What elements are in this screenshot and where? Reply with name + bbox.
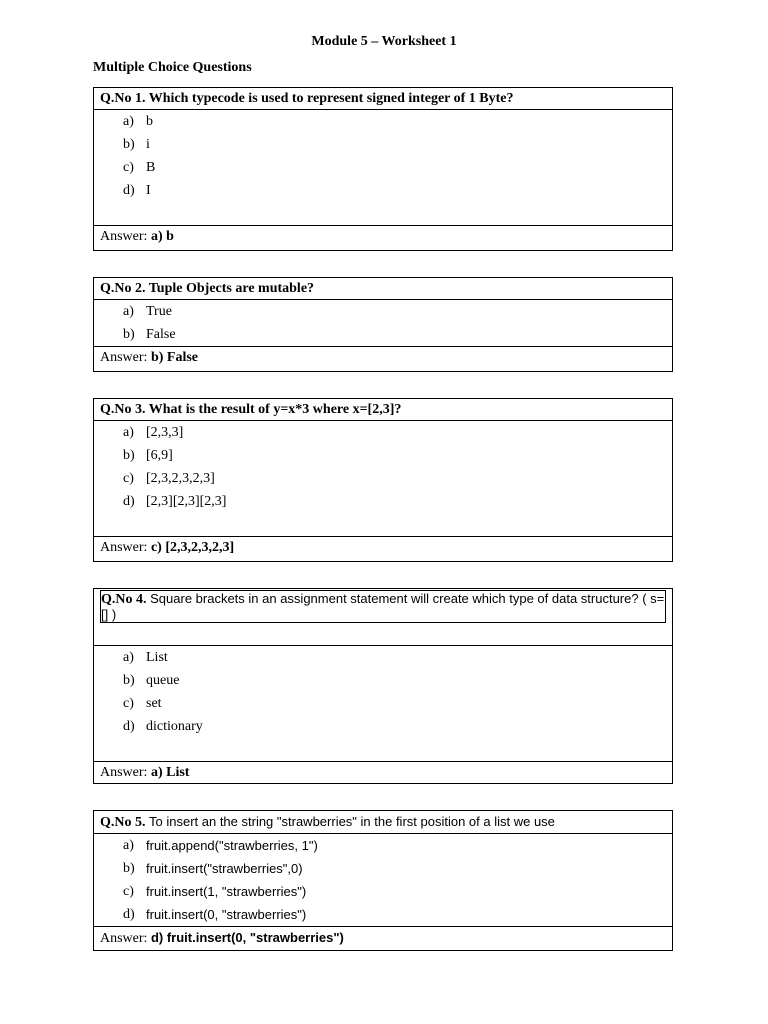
option-item: a) fruit.append("strawberries, 1") xyxy=(123,838,318,853)
option-item: d) [2,3][2,3][2,3] xyxy=(123,494,227,509)
option-item: d) fruit.insert(0, "strawberries") xyxy=(123,907,307,922)
option-item: b) False xyxy=(123,327,176,342)
option-item: a) True xyxy=(123,304,172,319)
question-4-answer xyxy=(94,761,672,784)
option-item: c) B xyxy=(123,160,156,175)
option-item: a) [2,3,3] xyxy=(123,425,184,440)
answer-label: Answer: xyxy=(100,540,148,555)
option-item: b) [6,9] xyxy=(123,448,173,463)
question-3-answer xyxy=(94,536,672,559)
question-1-box xyxy=(93,87,673,251)
question-3-box xyxy=(93,398,673,562)
question-2-number: Q.No 2. xyxy=(100,281,146,296)
option-item: a) List xyxy=(123,650,168,665)
question-1-number: Q.No 1. xyxy=(100,91,146,106)
question-3-number: Q.No 3. xyxy=(100,402,146,417)
answer-value: b) False xyxy=(150,350,198,365)
question-4-text: Square brackets in an assignment statement will create which type of data structure? ( s=[] ) xyxy=(101,591,665,622)
question-1-answer xyxy=(94,225,672,248)
question-2-header xyxy=(94,278,672,300)
option-item: a) b xyxy=(123,114,153,129)
question-4-number: Q.No 4. xyxy=(101,592,147,607)
answer-label: Answer: xyxy=(100,350,148,365)
question-1-header xyxy=(94,88,672,110)
question-3-text: What is the result of y=x*3 where x=[2,3]? xyxy=(148,402,402,417)
answer-value: a) b xyxy=(150,229,174,244)
page-title: Module 5 – Worksheet 1 xyxy=(311,34,457,49)
question-2-box xyxy=(93,277,673,372)
section-heading: Multiple Choice Questions xyxy=(93,60,252,75)
option-item: d) I xyxy=(123,183,151,198)
question-2-answer xyxy=(94,346,672,369)
option-item: d) dictionary xyxy=(123,719,203,734)
answer-value: c) [2,3,2,3,2,3] xyxy=(150,540,235,555)
question-5-number: Q.No 5. xyxy=(100,815,146,830)
option-item: c) fruit.insert(1, "strawberries") xyxy=(123,884,307,899)
question-1-text: Which typecode is used to represent signed integer of 1 Byte? xyxy=(148,91,514,106)
option-item: c) set xyxy=(123,696,162,711)
question-4-text-box xyxy=(100,590,666,623)
question-5-header xyxy=(94,811,672,834)
answer-value: d) fruit.insert(0, "strawberries") xyxy=(150,930,344,945)
answer-value: a) List xyxy=(150,765,190,780)
option-item: c) [2,3,2,3,2,3] xyxy=(123,471,215,486)
option-item: b) fruit.insert("strawberries",0) xyxy=(123,861,303,876)
question-5-box xyxy=(93,810,673,951)
question-4-box xyxy=(93,588,673,784)
question-3-header xyxy=(94,399,672,421)
question-4-options xyxy=(94,646,672,761)
question-3-options xyxy=(94,421,672,536)
option-item: b) queue xyxy=(123,673,180,688)
question-5-options xyxy=(94,834,672,926)
answer-label: Answer: xyxy=(100,765,148,780)
question-4-header xyxy=(94,590,672,646)
question-2-text: Tuple Objects are mutable? xyxy=(148,281,315,296)
question-5-text: To insert an the string "strawberries" in the first position of a list we use xyxy=(149,814,555,829)
question-5-answer xyxy=(94,926,672,950)
answer-label: Answer: xyxy=(100,229,148,244)
option-item: b) i xyxy=(123,137,150,152)
question-1-options xyxy=(94,110,672,225)
answer-label: Answer: xyxy=(100,931,148,946)
question-2-options xyxy=(94,300,672,346)
